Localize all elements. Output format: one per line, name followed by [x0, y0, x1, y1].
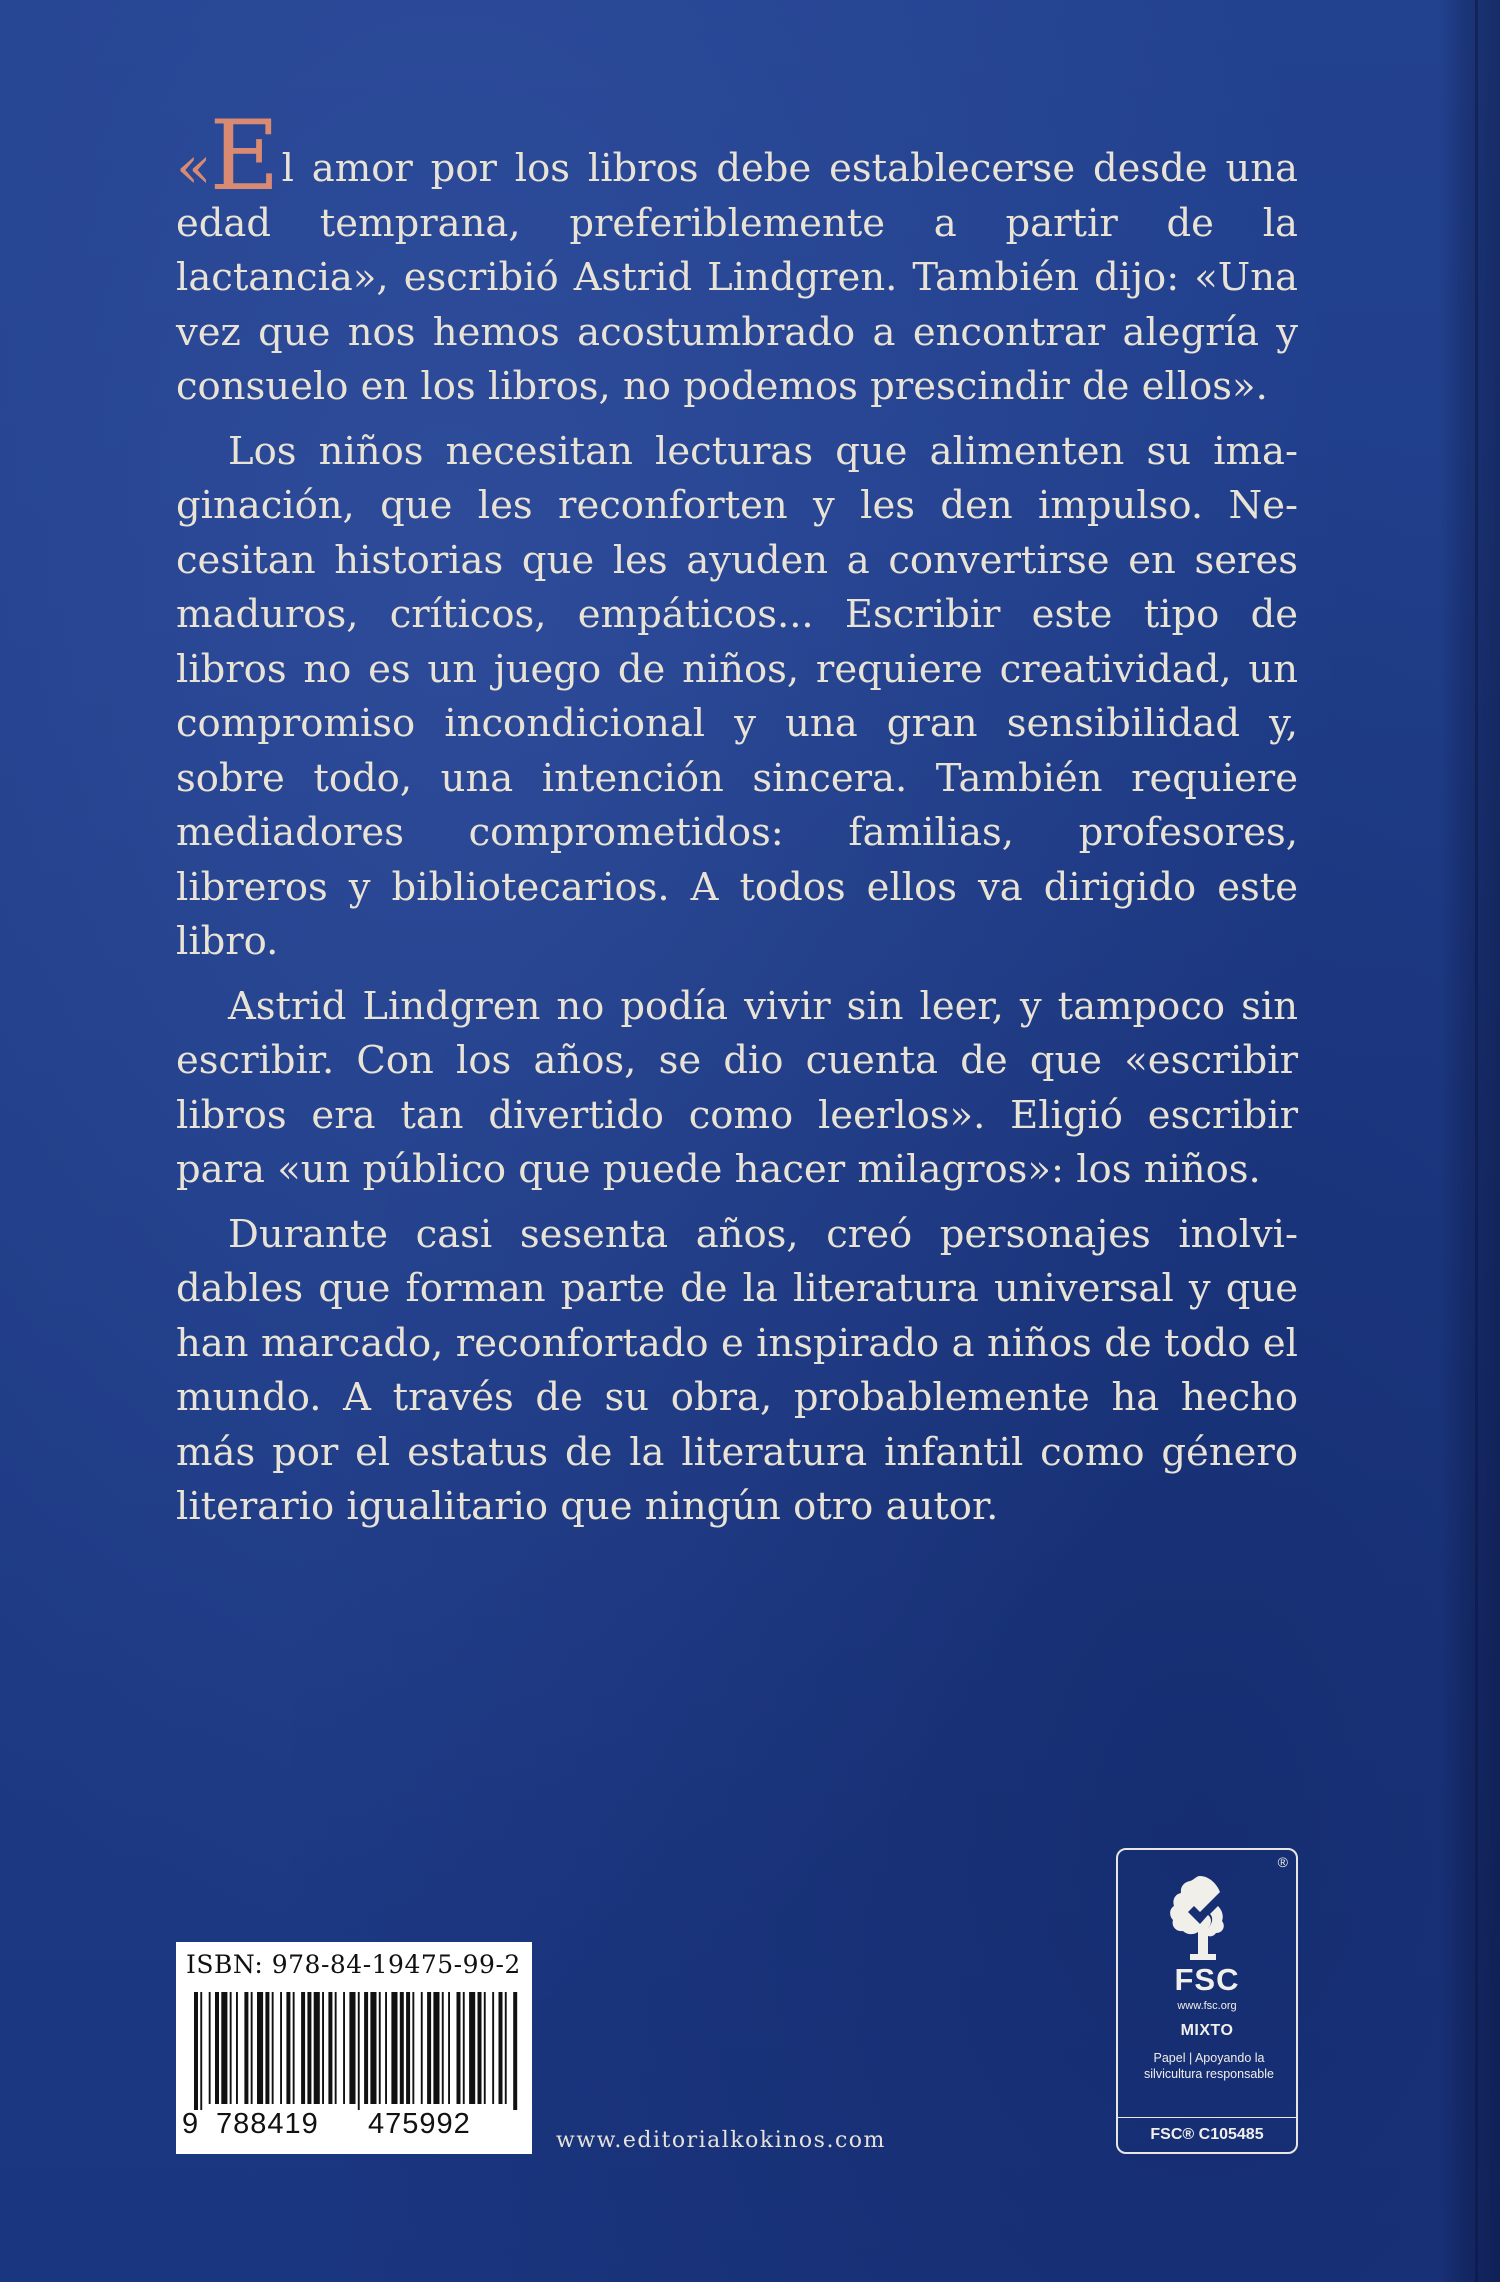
paragraph-4: Durante casi sesenta años, creó personajes inolvidables que forman parte de la literatura universal y que han marcado, reconfortado e inspirado a niños de todo el mundo. A través de su obra, probablemente ha hecho más por el estatus de la literatura infantil como género literario igualitario que ningún otro autor. — [176, 1211, 1298, 1529]
fsc-label-mixto: MIXTO — [1180, 2022, 1234, 2039]
fsc-license-code: FSC® C105485 — [1118, 2117, 1296, 2152]
barcode-bar — [215, 1992, 219, 2104]
fsc-certification-label — [1116, 1848, 1298, 2154]
barcode-bar — [301, 1992, 305, 2104]
barcode-digit-group-2: 475992 — [368, 2108, 471, 2140]
barcode-bar — [280, 1992, 282, 2104]
barcode-bar — [433, 1992, 439, 2104]
barcode-bar — [358, 1992, 360, 2110]
publisher-website: www.editorialkokinos.com — [556, 2128, 886, 2153]
barcode-bar — [343, 1992, 345, 2104]
opening-quote-mark: « — [176, 133, 210, 201]
barcode-bar — [230, 1992, 232, 2104]
barcode-bar — [391, 1992, 397, 2104]
barcode-bar — [442, 1992, 444, 2104]
barcode-bar — [463, 1992, 465, 2104]
barcode-bar — [457, 1992, 461, 2104]
spine-shadow — [1440, 0, 1500, 2282]
barcode-bar — [427, 1992, 431, 2104]
barcode-bar — [421, 1992, 423, 2104]
barcode-bar — [257, 1992, 263, 2104]
barcode-bar — [370, 1992, 376, 2104]
fsc-logo-text: FSC — [1174, 1962, 1240, 1997]
barcode-bar — [406, 1992, 410, 2104]
paragraph-3: Astrid Lindgren no podía vivir sin leer, y tampoco sin escribir. Con los años, se dio cuenta de que «escribir libros era tan divertido como leerlos». Eligió escribir para «un público que puede hacer milagros»: los niños. — [176, 983, 1298, 1192]
barcode-bar — [364, 1992, 368, 2104]
barcode-bar — [314, 1992, 320, 2104]
fsc-description: Papel | Apoyando la silvicultura responsable — [1144, 2051, 1274, 2081]
barcode-bar — [478, 1992, 482, 2104]
barcode-bar — [293, 1992, 295, 2104]
barcode-bar — [221, 1992, 227, 2104]
barcode-bar — [200, 1992, 202, 2110]
barcode-bar — [322, 1992, 324, 2104]
barcode-bar — [236, 1992, 238, 2104]
isbn-barcode — [176, 1942, 532, 2154]
paragraph-2: Los niños necesitan lecturas que alimenten su imaginación, que les reconforten y les den impulso. Necesitan historias que les ayuden a convertirse en seres maduros, críticos, empáticos... Escribir este tipo de libros no es un juego de niños, requiere creatividad, un compromiso incondicional y una gran sensibilidad y, sobre todo, una intención sincera. También requiere mediadores comprometidos: familias, profesores, libreros y bibliotecarios. A todos ellos va dirigido este libro. — [176, 428, 1298, 964]
barcode-bar — [194, 1992, 198, 2110]
barcode-bar — [400, 1992, 404, 2104]
fsc-tree-check-icon — [1150, 1868, 1268, 1964]
barcode-bar — [335, 1992, 337, 2104]
barcode-bar — [385, 1992, 387, 2104]
barcode-bar — [209, 1992, 211, 2104]
barcode-bar — [499, 1992, 503, 2104]
barcode-bar — [244, 1992, 248, 2104]
blurb-text — [176, 100, 1298, 1545]
barcode-bar — [412, 1992, 414, 2104]
barcode-bar — [251, 1992, 253, 2104]
barcode-bar — [448, 1992, 450, 2104]
barcode-bar — [272, 1992, 274, 2104]
barcode-bar — [505, 1992, 507, 2104]
barcode-bar — [286, 1992, 290, 2104]
barcode-bar — [349, 1992, 355, 2104]
barcode-bars — [190, 1992, 520, 2110]
barcode-digit-group-1: 788419 — [216, 2108, 319, 2140]
paragraph-1-text: l amor por los libros debe establecerse desde una edad temprana, preferiblemente a partir de la lactancia», escribió Astrid Lindgren. También dijo: «Una vez que nos hemos acostumbrado a encontrar alegría y consuelo en los libros, no podemos prescindir de ellos». — [176, 146, 1298, 409]
barcode-bar — [469, 1992, 475, 2104]
barcode-bar — [307, 1992, 311, 2104]
isbn-number: ISBN: 978-84-19475-99-2 — [186, 1950, 521, 1979]
barcode-bar — [484, 1992, 486, 2104]
barcode-bar — [379, 1992, 381, 2104]
drop-cap-letter: E — [209, 100, 280, 212]
fsc-url: www.fsc.org — [1177, 2000, 1237, 2012]
fsc-registered-mark: ® — [1277, 1854, 1288, 1870]
paragraph-1 — [176, 100, 1298, 415]
barcode-digit-first: 9 — [182, 2108, 200, 2140]
spine-groove — [1475, 0, 1478, 2282]
barcode-bar — [492, 1992, 494, 2104]
barcode-bar — [328, 1992, 332, 2104]
barcode-bar — [265, 1992, 269, 2104]
barcode-bar — [513, 1992, 517, 2110]
